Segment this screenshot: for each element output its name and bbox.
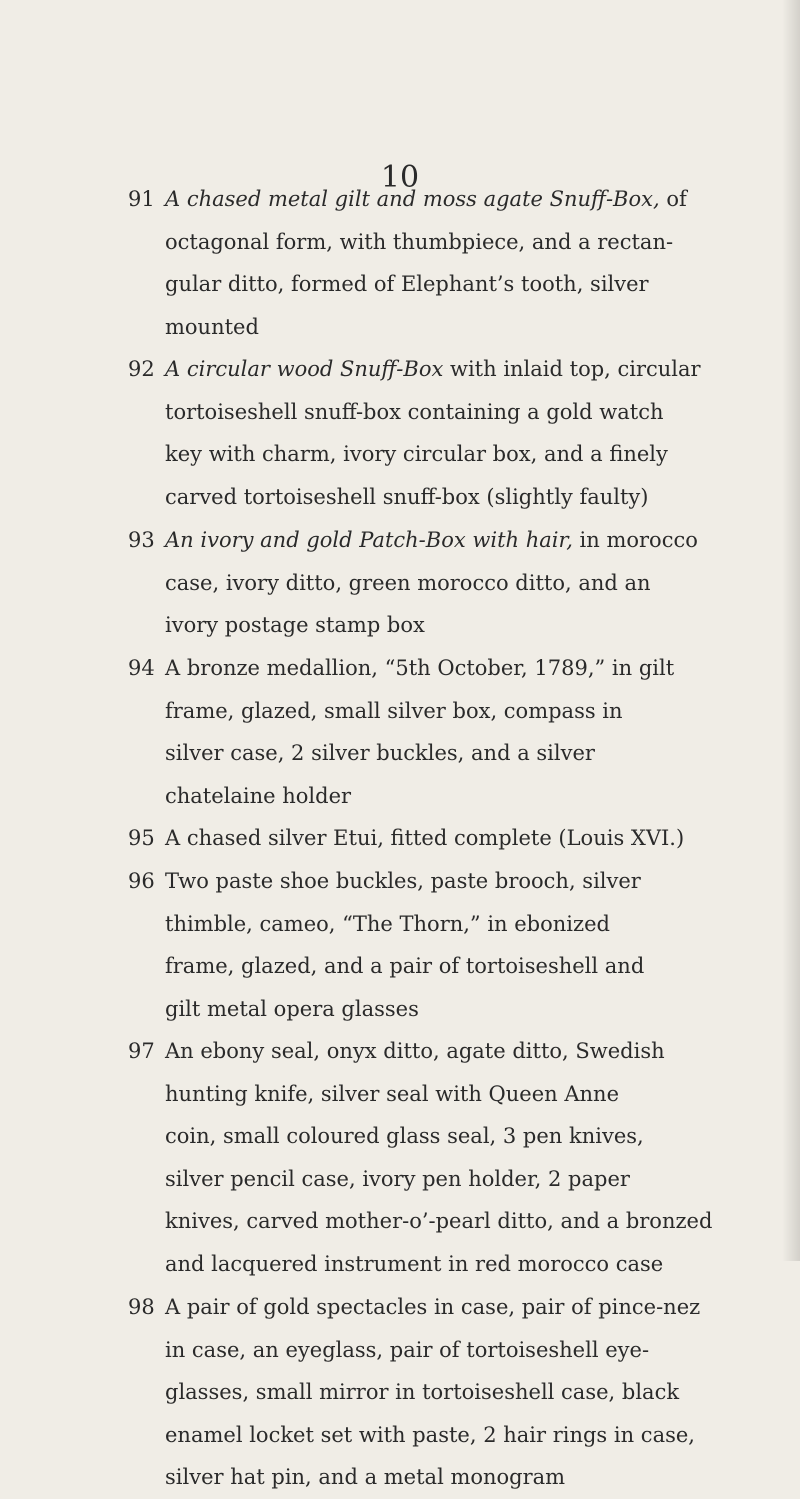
lot-line xyxy=(128,1286,725,1329)
lot-line: enamel locket set with paste, 2 hair rings in case, xyxy=(165,1422,695,1447)
lot-line: frame, glazed, small silver box, compass in xyxy=(165,698,623,723)
lot-line xyxy=(128,348,725,391)
lot-line: tortoiseshell snuff-box containing a gold watch xyxy=(165,399,664,424)
lot-line xyxy=(128,817,725,860)
lot-text: A bronze medallion, “5th October, 1789,” in gilt xyxy=(165,656,675,680)
lot-text: of xyxy=(659,187,687,211)
lot-96 xyxy=(128,860,725,1030)
lot-91 xyxy=(128,178,725,348)
lot-93 xyxy=(128,519,725,647)
lot-text: A chased silver Etui, fitted complete (Louis XVI.) xyxy=(165,826,685,850)
lot-92 xyxy=(128,348,725,518)
lot-number: 94 xyxy=(128,656,155,680)
lot-number: 96 xyxy=(128,869,155,893)
lot-line: gular ditto, formed of Elephant’s tooth, silver xyxy=(165,272,649,297)
lot-heading: An ivory and gold Patch-Box with hair, xyxy=(165,528,573,552)
lot-text: in morocco xyxy=(572,528,698,552)
lot-line xyxy=(128,860,725,903)
lot-number: 95 xyxy=(128,826,155,850)
lot-94 xyxy=(128,647,725,817)
lot-line: glasses, small mirror in tortoiseshell case, black xyxy=(165,1380,680,1405)
lot-line: coin, small coloured glass seal, 3 pen knives, xyxy=(165,1124,644,1149)
lot-line xyxy=(128,178,725,221)
lot-heading: A circular wood Snuff-Box xyxy=(165,357,444,381)
lot-text: A pair of gold spectacles in case, pair of pince-nez xyxy=(165,1295,701,1319)
lot-98 xyxy=(128,1286,725,1499)
lot-line: silver case, 2 silver buckles, and a silver xyxy=(165,741,595,766)
lot-line: knives, carved mother-o’-pearl ditto, and a bronzed xyxy=(165,1209,713,1234)
lot-97 xyxy=(128,1030,725,1286)
lot-line: chatelaine holder xyxy=(165,783,352,808)
lot-text: An ebony seal, onyx ditto, agate ditto, Swedish xyxy=(165,1039,665,1063)
lot-text: with inlaid top, circular xyxy=(443,357,701,381)
lot-heading: A chased metal gilt and moss agate Snuff-Box, xyxy=(165,187,660,211)
lot-text: Two paste shoe buckles, paste brooch, silver xyxy=(165,869,641,893)
lot-line: gilt metal opera glasses xyxy=(165,996,419,1021)
lot-line: ivory postage stamp box xyxy=(165,613,425,638)
lot-line: mounted xyxy=(165,314,259,339)
lot-line xyxy=(128,647,725,690)
lot-number: 92 xyxy=(128,357,155,381)
lot-line: carved tortoiseshell snuff-box (slightly faulty) xyxy=(165,484,649,509)
lot-number: 97 xyxy=(128,1039,155,1063)
lot-line: octagonal form, with thumbpiece, and a rectan- xyxy=(165,229,674,254)
lot-number: 91 xyxy=(128,187,155,211)
page-edge-shadow xyxy=(782,0,800,1261)
lot-line: key with charm, ivory circular box, and a finely xyxy=(165,442,668,467)
lot-line: frame, glazed, and a pair of tortoiseshell and xyxy=(165,954,645,979)
lot-number: 93 xyxy=(128,528,155,552)
lot-line: silver hat pin, and a metal monogram xyxy=(165,1465,566,1490)
lot-line: in case, an eyeglass, pair of tortoiseshell eye- xyxy=(165,1337,650,1362)
page-number: 10 xyxy=(380,160,420,195)
lot-line: hunting knife, silver seal with Queen Anne xyxy=(165,1081,619,1106)
lot-line: thimble, cameo, “The Thorn,” in ebonized xyxy=(165,911,610,936)
lot-number: 98 xyxy=(128,1295,155,1319)
lot-line: silver pencil case, ivory pen holder, 2 paper xyxy=(165,1166,630,1191)
lot-line: case, ivory ditto, green morocco ditto, and an xyxy=(165,570,651,595)
lot-line: and lacquered instrument in red morocco case xyxy=(165,1251,664,1276)
lot-95 xyxy=(128,817,725,860)
lot-line xyxy=(128,1030,725,1073)
lot-line xyxy=(128,519,725,562)
